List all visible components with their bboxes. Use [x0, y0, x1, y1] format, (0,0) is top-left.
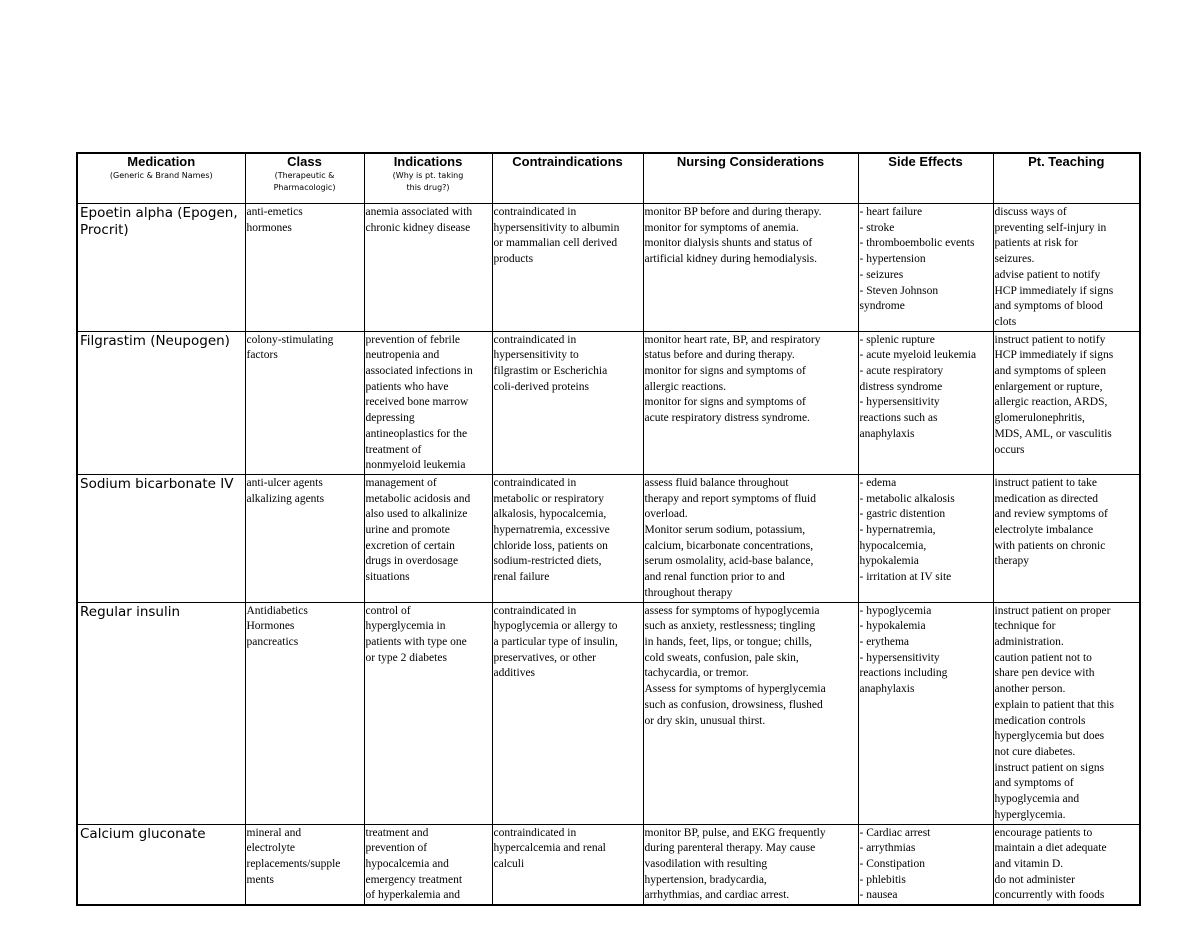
cell-text-line: seizures. [994, 253, 1035, 266]
cell-text-line: allergic reaction, ARDS, [994, 396, 1108, 409]
cell-text-line: - phlebitis [859, 873, 906, 886]
cell-text-line: hyperglycemia but does [994, 730, 1105, 743]
cell-text-line: urine and promote [365, 524, 450, 537]
cell-text-line: alkalosis, hypocalcemia, [493, 508, 607, 521]
medication-name-cell [77, 331, 245, 474]
cell-text-line: - hypersensitivity [859, 396, 940, 409]
class-cell [245, 331, 364, 474]
cell-text-line: allergic reactions. [644, 380, 727, 393]
header-title: Indications [393, 154, 463, 169]
cell-text-line: alkalizing agents [246, 492, 325, 505]
cell-text-line: nonmyeloid leukemia [365, 459, 466, 472]
medication-name-cell [77, 204, 245, 332]
cell-text-line: - gastric distention [859, 508, 946, 521]
cell-text-line: another person. [994, 683, 1066, 696]
cell-text-line: caution patient not to [994, 651, 1092, 664]
cell-text-line: pancreatics [246, 635, 299, 648]
cell-text-line: throughout therapy [644, 586, 733, 599]
contraindications-cell [492, 474, 643, 602]
cell-text-line: hypersensitivity to [493, 349, 579, 362]
cell-text-line: overload. [644, 508, 688, 521]
cell-text-line: tachycardia, or tremor. [644, 667, 749, 680]
header-title: Pt. Teaching [1028, 154, 1105, 169]
contraindications-cell [492, 824, 643, 905]
cell-text-line: hypertension, bradycardia, [644, 873, 767, 886]
cell-text-line: patients who have [365, 380, 449, 393]
contraindications-cell [492, 331, 643, 474]
cell-text-line: concurrently with foods [994, 889, 1105, 902]
cell-text-line: - seizures [859, 268, 904, 281]
cell-text-line: contraindicated in [493, 826, 577, 839]
cell-text-line: hyperglycemia in [365, 620, 446, 633]
cell-text-line: encourage patients to [994, 826, 1093, 839]
header-subtitle: (Therapeutic & [274, 171, 335, 180]
cell-text-line: - hypokalemia [859, 620, 926, 633]
cell-text-line: of hyperkalemia and [365, 889, 461, 902]
cell-text-line: HCP immediately if signs [994, 349, 1114, 362]
cell-text-line: discuss ways of [994, 206, 1067, 218]
medication-name-cell [77, 824, 245, 905]
pt-teaching-cell [993, 602, 1140, 824]
cell-text-line: contraindicated in [493, 604, 577, 617]
cell-text-line: monitor for signs and symptoms of [644, 396, 806, 409]
cell-text-line: monitor for symptoms of anemia. [644, 221, 799, 234]
cell-text-line: drugs in overdosage [365, 555, 459, 568]
cell-text-line: - stroke [859, 221, 895, 234]
pt-teaching-cell [993, 474, 1140, 602]
pt-teaching-header [993, 153, 1140, 204]
header-subtitle: Pharmacologic) [273, 183, 336, 192]
cell-text-line: instruct patient on proper [994, 604, 1111, 617]
cell-text-line: - Steven Johnson [859, 284, 939, 297]
cell-text-line: and symptoms of blood [994, 300, 1103, 313]
cell-text-line: in hands, feet, lips, or tongue; chills, [644, 635, 812, 648]
cell-text-line: - hypertension [859, 253, 926, 266]
cell-text-line: monitor dialysis shunts and status of [644, 237, 813, 250]
cell-text-line: acute respiratory distress syndrome. [644, 412, 810, 425]
cell-text-line: monitor for signs and symptoms of [644, 365, 806, 378]
cell-text-line: - Constipation [859, 857, 925, 870]
cell-text-line: medication as directed [994, 492, 1098, 505]
table-header-row [77, 153, 1140, 204]
cell-text-line: clots [994, 315, 1017, 328]
cell-text-line: - hypersensitivity [859, 651, 940, 664]
side-effects-cell [858, 474, 993, 602]
cell-text-line: - edema [859, 476, 897, 489]
side-effects-cell [858, 204, 993, 332]
cell-text-line: instruct patient to take [994, 476, 1098, 489]
cell-text-line: cold sweats, confusion, pale skin, [644, 651, 799, 664]
cell-text-line: control of [365, 604, 411, 617]
header-subtitle: this drug?) [406, 183, 450, 192]
cell-text-line: hypocalcemia and [365, 857, 449, 870]
cell-text-line: - splenic rupture [859, 333, 935, 346]
cell-text-line: neutropenia and [365, 349, 440, 362]
cell-text-line: and symptoms of spleen [994, 365, 1106, 378]
cell-text-line: electrolyte imbalance [994, 524, 1094, 537]
cell-text-line: enlargement or rupture, [994, 380, 1103, 393]
cell-text-line: a particular type of insulin, [493, 635, 618, 648]
cell-text-line: assess fluid balance throughout [644, 476, 789, 489]
cell-text-line: Filgrastim (Neupogen) [80, 332, 230, 349]
header-title: Medication [127, 154, 196, 169]
table-row [77, 824, 1140, 905]
nursing-considerations-cell [643, 824, 858, 905]
nursing-considerations-cell [643, 331, 858, 474]
cell-text-line: syndrome [859, 300, 905, 313]
indications-cell [364, 602, 492, 824]
cell-text-line: anti-emetics [246, 206, 303, 218]
table-row [77, 474, 1140, 602]
cell-text-line: assess for symptoms of hypoglycemia [644, 604, 820, 617]
cell-text-line: replacements/supple [246, 857, 341, 870]
cell-text-line: such as anxiety, restlessness; tingling [644, 620, 816, 633]
cell-text-line: status before and during therapy. [644, 349, 795, 362]
cell-text-line: and vitamin D. [994, 857, 1064, 870]
class-cell [245, 824, 364, 905]
header-subtitle: (Generic & Brand Names) [109, 171, 213, 180]
cell-text-line: - thromboembolic events [859, 237, 975, 250]
cell-text-line: filgrastim or Escherichia [493, 365, 608, 378]
cell-text-line: antineoplastics for the [365, 427, 468, 440]
side-effects-cell [858, 331, 993, 474]
cell-text-line: treatment of [365, 443, 422, 456]
class-header [245, 153, 364, 204]
header-subtitle: (Why is pt. taking [392, 171, 464, 180]
cell-text-line: treatment and [365, 826, 429, 839]
cell-text-line: such as confusion, drowsiness, flushed [644, 698, 823, 711]
cell-text-line: depressing [365, 412, 415, 425]
cell-text-line: colony-stimulating [246, 333, 334, 346]
cell-text-line: instruct patient to notify [994, 333, 1106, 346]
cell-text-line: Sodium bicarbonate IV [80, 475, 234, 492]
pt-teaching-cell [993, 824, 1140, 905]
cell-text-line: - acute respiratory [859, 365, 944, 378]
cell-text-line: hypoglycemia or allergy to [493, 620, 618, 633]
cell-text-line: associated infections in [365, 365, 473, 378]
cell-text-line: also used to alkalinize [365, 508, 468, 521]
cell-text-line: medication controls [994, 714, 1086, 727]
indications-cell [364, 474, 492, 602]
medication-header [77, 153, 245, 204]
cell-text-line: coli-derived proteins [493, 380, 589, 393]
cell-text-line: therapy and report symptoms of fluid [644, 492, 817, 505]
cell-text-line: chloride loss, patients on [493, 539, 608, 552]
medication-table [76, 152, 1141, 906]
cell-text-line: contraindicated in [493, 206, 577, 218]
cell-text-line: serum osmolality, acid-base balance, [644, 555, 814, 568]
cell-text-line: hypercalcemia and renal [493, 842, 606, 855]
cell-text-line: hormones [246, 221, 292, 234]
indications-cell [364, 204, 492, 332]
cell-text-line: factors [246, 349, 278, 362]
cell-text-line: glomerulonephritis, [994, 412, 1085, 425]
cell-text-line: metabolic acidosis and [365, 492, 471, 505]
cell-text-line: monitor BP before and during therapy. [644, 206, 822, 218]
cell-text-line: patients with type one [365, 635, 467, 648]
cell-text-line: hypernatremia, excessive [493, 524, 610, 537]
contraindications-cell [492, 602, 643, 824]
cell-text-line: anemia associated with [365, 206, 473, 218]
cell-text-line: prevention of febrile [365, 333, 461, 346]
cell-text-line: Antidiabetics [246, 604, 308, 617]
cell-text-line: preservatives, or other [493, 651, 597, 664]
cell-text-line: anti-ulcer agents [246, 476, 323, 489]
cell-text-line: not cure diabetes. [994, 745, 1076, 758]
side-effects-cell [858, 602, 993, 824]
cell-text-line: preventing self-injury in [994, 221, 1107, 234]
cell-text-line: and review symptoms of [994, 508, 1108, 521]
cell-text-line: hypoglycemia and [994, 793, 1080, 806]
cell-text-line: - metabolic alkalosis [859, 492, 955, 505]
cell-text-line: or dry skin, unusual thirst. [644, 714, 766, 727]
nursing-considerations-header [643, 153, 858, 204]
header-title: Class [287, 154, 322, 169]
cell-text-line: monitor BP, pulse, and EKG frequently [644, 826, 826, 839]
cell-text-line: hypokalemia [859, 555, 919, 568]
cell-text-line: share pen device with [994, 667, 1095, 680]
cell-text-line: or type 2 diabetes [365, 651, 447, 664]
cell-text-line: hypocalcemia, [859, 539, 927, 552]
cell-text-line: prevention of [365, 842, 428, 855]
cell-text-line: - erythema [859, 635, 909, 648]
cell-text-line: Assess for symptoms of hyperglycemia [644, 683, 826, 696]
medication-name-cell [77, 602, 245, 824]
cell-text-line: additives [493, 667, 536, 680]
pt-teaching-cell [993, 204, 1140, 332]
cell-text-line: anaphylaxis [859, 683, 915, 696]
nursing-considerations-cell [643, 474, 858, 602]
cell-text-line: reactions including [859, 667, 948, 680]
cell-text-line: maintain a diet adequate [994, 842, 1107, 855]
cell-text-line: instruct patient on signs [994, 761, 1105, 774]
cell-text-line: and renal function prior to and [644, 571, 785, 584]
cell-text-line: chronic kidney disease [365, 221, 471, 234]
cell-text-line: reactions such as [859, 412, 938, 425]
medication-name-cell [77, 474, 245, 602]
cell-text-line: Regular insulin [80, 603, 181, 620]
cell-text-line: mineral and [246, 826, 302, 839]
cell-text-line: metabolic or respiratory [493, 492, 604, 505]
cell-text-line: calculi [493, 857, 525, 870]
class-cell [245, 204, 364, 332]
class-cell [245, 474, 364, 602]
cell-text-line: - acute myeloid leukemia [859, 349, 977, 362]
cell-text-line: vasodilation with resulting [644, 857, 768, 870]
cell-text-line: - Cardiac arrest [859, 826, 931, 839]
cell-text-line: calcium, bicarbonate concentrations, [644, 539, 814, 552]
table-row [77, 602, 1140, 824]
cell-text-line: anaphylaxis [859, 427, 915, 440]
cell-text-line: and symptoms of [994, 777, 1074, 790]
cell-text-line: advise patient to notify [994, 268, 1101, 281]
cell-text-line: Epoetin alpha (Epogen, [80, 205, 238, 221]
pt-teaching-cell [993, 331, 1140, 474]
header-title: Contraindications [512, 154, 623, 169]
contraindications-cell [492, 204, 643, 332]
cell-text-line: products [493, 253, 534, 266]
cell-text-line: - hypernatremia, [859, 524, 936, 537]
cell-text-line: distress syndrome [859, 380, 943, 393]
cell-text-line: technique for [994, 620, 1056, 633]
cell-text-line: monitor heart rate, BP, and respiratory [644, 333, 821, 346]
cell-text-line: arrhythmias, and cardiac arrest. [644, 889, 790, 902]
cell-text-line: Calcium gluconate [80, 825, 206, 842]
cell-text-line: Monitor serum sodium, potassium, [644, 524, 806, 537]
cell-text-line: renal failure [493, 571, 550, 584]
cell-text-line: therapy [994, 555, 1029, 568]
nursing-considerations-cell [643, 204, 858, 332]
cell-text-line: occurs [994, 443, 1025, 456]
nursing-considerations-cell [643, 602, 858, 824]
cell-text-line: situations [365, 571, 410, 584]
cell-text-line: artificial kidney during hemodialysis. [644, 253, 817, 266]
cell-text-line: do not administer [994, 873, 1075, 886]
cell-text-line: Hormones [246, 620, 295, 633]
cell-text-line: patients at risk for [994, 237, 1078, 250]
cell-text-line: - heart failure [859, 206, 923, 218]
header-title: Nursing Considerations [676, 154, 825, 169]
cell-text-line: excretion of certain [365, 539, 455, 552]
cell-text-line: or mammalian cell derived [493, 237, 618, 250]
cell-text-line: hyperglycemia. [994, 808, 1066, 821]
cell-text-line: received bone marrow [365, 396, 469, 409]
side-effects-header [858, 153, 993, 204]
cell-text-line: - arrythmias [859, 842, 916, 855]
cell-text-line: explain to patient that this [994, 698, 1114, 711]
cell-text-line: MDS, AML, or vasculitis [994, 427, 1112, 440]
class-cell [245, 602, 364, 824]
table-body [77, 204, 1140, 906]
cell-text-line: - irritation at IV site [859, 571, 952, 584]
indications-cell [364, 331, 492, 474]
table-row [77, 204, 1140, 332]
cell-text-line: electrolyte [246, 842, 296, 855]
cell-text-line: - nausea [859, 889, 898, 902]
cell-text-line: emergency treatment [365, 873, 463, 886]
table-row [77, 331, 1140, 474]
cell-text-line: HCP immediately if signs [994, 284, 1114, 297]
indications-cell [364, 824, 492, 905]
cell-text-line: administration. [994, 635, 1064, 648]
header-title: Side Effects [888, 154, 963, 169]
indications-header [364, 153, 492, 204]
cell-text-line: - hypoglycemia [859, 604, 932, 617]
side-effects-cell [858, 824, 993, 905]
cell-text-line: sodium-restricted diets, [493, 555, 602, 568]
cell-text-line: during parenteral therapy. May cause [644, 842, 816, 855]
cell-text-line: contraindicated in [493, 333, 577, 346]
cell-text-line: management of [365, 476, 437, 489]
cell-text-line: ments [246, 873, 274, 886]
cell-text-line: Procrit) [80, 222, 129, 238]
cell-text-line: hypersensitivity to albumin [493, 221, 620, 234]
cell-text-line: contraindicated in [493, 476, 577, 489]
contraindications-header [492, 153, 643, 204]
cell-text-line: with patients on chronic [994, 539, 1106, 552]
